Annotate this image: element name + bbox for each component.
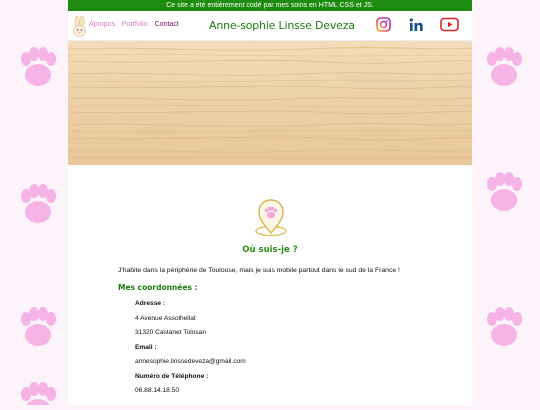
site-title: Anne-sophie Linsse Deveza [209,19,355,32]
location-paw-icon [250,198,292,238]
nav-link-contact[interactable]: Contact [154,21,179,28]
youtube-icon[interactable] [440,17,459,32]
wood-texture-banner [68,41,472,165]
email-value[interactable]: annesophie.linssedeveza@gmail.com [135,358,246,365]
page-container [68,0,472,405]
phone-value[interactable]: 06.88.14.18.50 [135,387,179,394]
nav-link-portfolio[interactable]: Portfolio [122,21,148,28]
bunny-logo-icon[interactable] [70,16,88,38]
section-heading: Où suis-je ? [242,245,298,255]
paw-print-background-right [472,0,540,405]
nav-link-apropos[interactable]: Apropos [89,21,116,28]
address-line1: 4 Avenue Assolhellat [135,315,196,322]
top-navigation [68,11,472,41]
paw-print-background-left [0,0,68,405]
coordinates-heading: Mes coordonnées : [118,283,198,292]
phone-label: Numéro de Téléphone : [135,373,209,380]
nav-menu [89,21,184,28]
contact-section [68,170,472,410]
address-line2: 31320 Castanet Tolosan [135,329,206,336]
instagram-icon[interactable] [376,17,391,32]
address-label: Adresse : [135,300,166,307]
email-label: Email : [135,344,157,351]
intro-text: J'habite dans la périphérie de Toulouse, mais je suis mobile partout dans le sud de la France ! [118,267,400,274]
info-banner: Ce site a été entièrement codé par mes soins en HTML CSS et JS. [68,0,472,11]
linkedin-icon[interactable] [408,17,424,32]
